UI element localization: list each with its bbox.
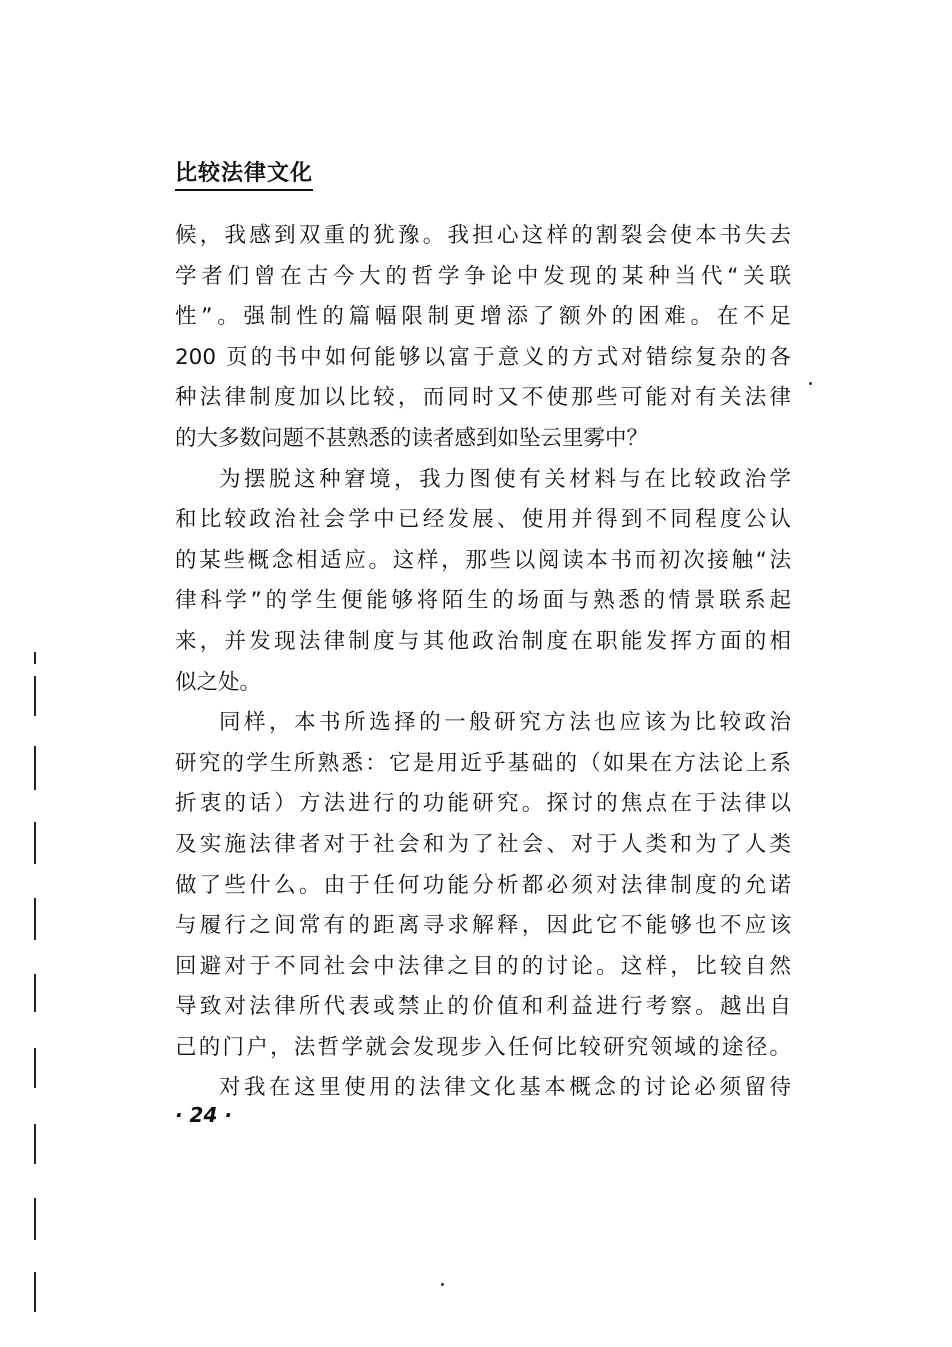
text-line: 来，并发现法律制度与其他政治制度在职能发挥方面的相 <box>175 628 791 654</box>
binding-mark <box>34 1272 36 1312</box>
text-line: 候，我感到双重的犹豫。我担心这样的割裂会使本书失去 <box>175 223 791 248</box>
text-line: 研究的学生所熟悉：它是用近乎基础的（如果在方法论上系 <box>175 750 791 776</box>
binding-mark <box>34 1048 36 1088</box>
text-line: 己的门户，法哲学就会发现步入任何比较研究领域的途径。 <box>175 1034 791 1060</box>
text-line: 学者们曾在古今大的哲学争论中发现的某种当代“关联 <box>175 263 791 289</box>
text-line: 为摆脱这种窘境，我力图使有关材料与在比较政治学 <box>219 466 791 492</box>
text-line: 的大多数问题不甚熟悉的读者感到如坠云里雾中？ <box>175 425 649 451</box>
binding-mark <box>34 652 36 664</box>
text-line: 回避对于不同社会中法律之目的的讨论。这样，比较自然 <box>175 953 791 979</box>
text-line: 性”。强制性的篇幅限制更增添了额外的困难。在不足 <box>175 304 791 330</box>
scan-speck <box>441 1283 444 1286</box>
binding-mark <box>34 1124 36 1164</box>
binding-mark <box>34 974 36 1012</box>
text-line: 的某些概念相适应。这样，那些以阅读本书而初次接触“法 <box>175 547 791 573</box>
running-title: 比较法律文化 <box>175 160 313 191</box>
text-line: 做了些什么。由于任何功能分析都必须对法律制度的允诺 <box>175 872 791 898</box>
text-line: 与履行之间常有的距离寻求解释，因此它不能够也不应该 <box>175 913 791 939</box>
binding-mark <box>34 676 36 716</box>
text-line: 和比较政治社会学中已经发展、使用并得到不同程度公认 <box>175 507 791 533</box>
scan-speck <box>809 382 812 385</box>
text-line: 导致对法律所代表或禁止的价值和利益进行考察。越出自 <box>175 994 791 1020</box>
binding-mark <box>34 898 36 940</box>
text-line: 折衷的话）方法进行的功能研究。探讨的焦点在于法律以 <box>175 791 791 817</box>
binding-mark <box>34 822 36 864</box>
text-line: 对我在这里使用的法律文化基本概念的讨论必须留待 <box>219 1075 791 1101</box>
text-line: 及实施法律者对于社会和为了社会、对于人类和为了人类 <box>175 831 791 857</box>
body-text <box>175 216 791 1109</box>
text-line: 似之处。 <box>175 669 262 695</box>
page-number: · 24 · <box>175 1103 232 1127</box>
text-line: 同样，本书所选择的一般研究方法也应该为比较政治 <box>219 710 791 736</box>
text-line: 律科学”的学生便能够将陌生的场面与熟悉的情景联系起 <box>175 588 791 614</box>
binding-mark <box>34 1198 36 1240</box>
binding-mark <box>34 746 36 790</box>
text-line: 200 页的书中如何能够以富于意义的方式对错综复杂的各 <box>175 344 791 370</box>
text-line: 种法律制度加以比较，而同时又不使那些可能对有关法律 <box>175 385 791 411</box>
